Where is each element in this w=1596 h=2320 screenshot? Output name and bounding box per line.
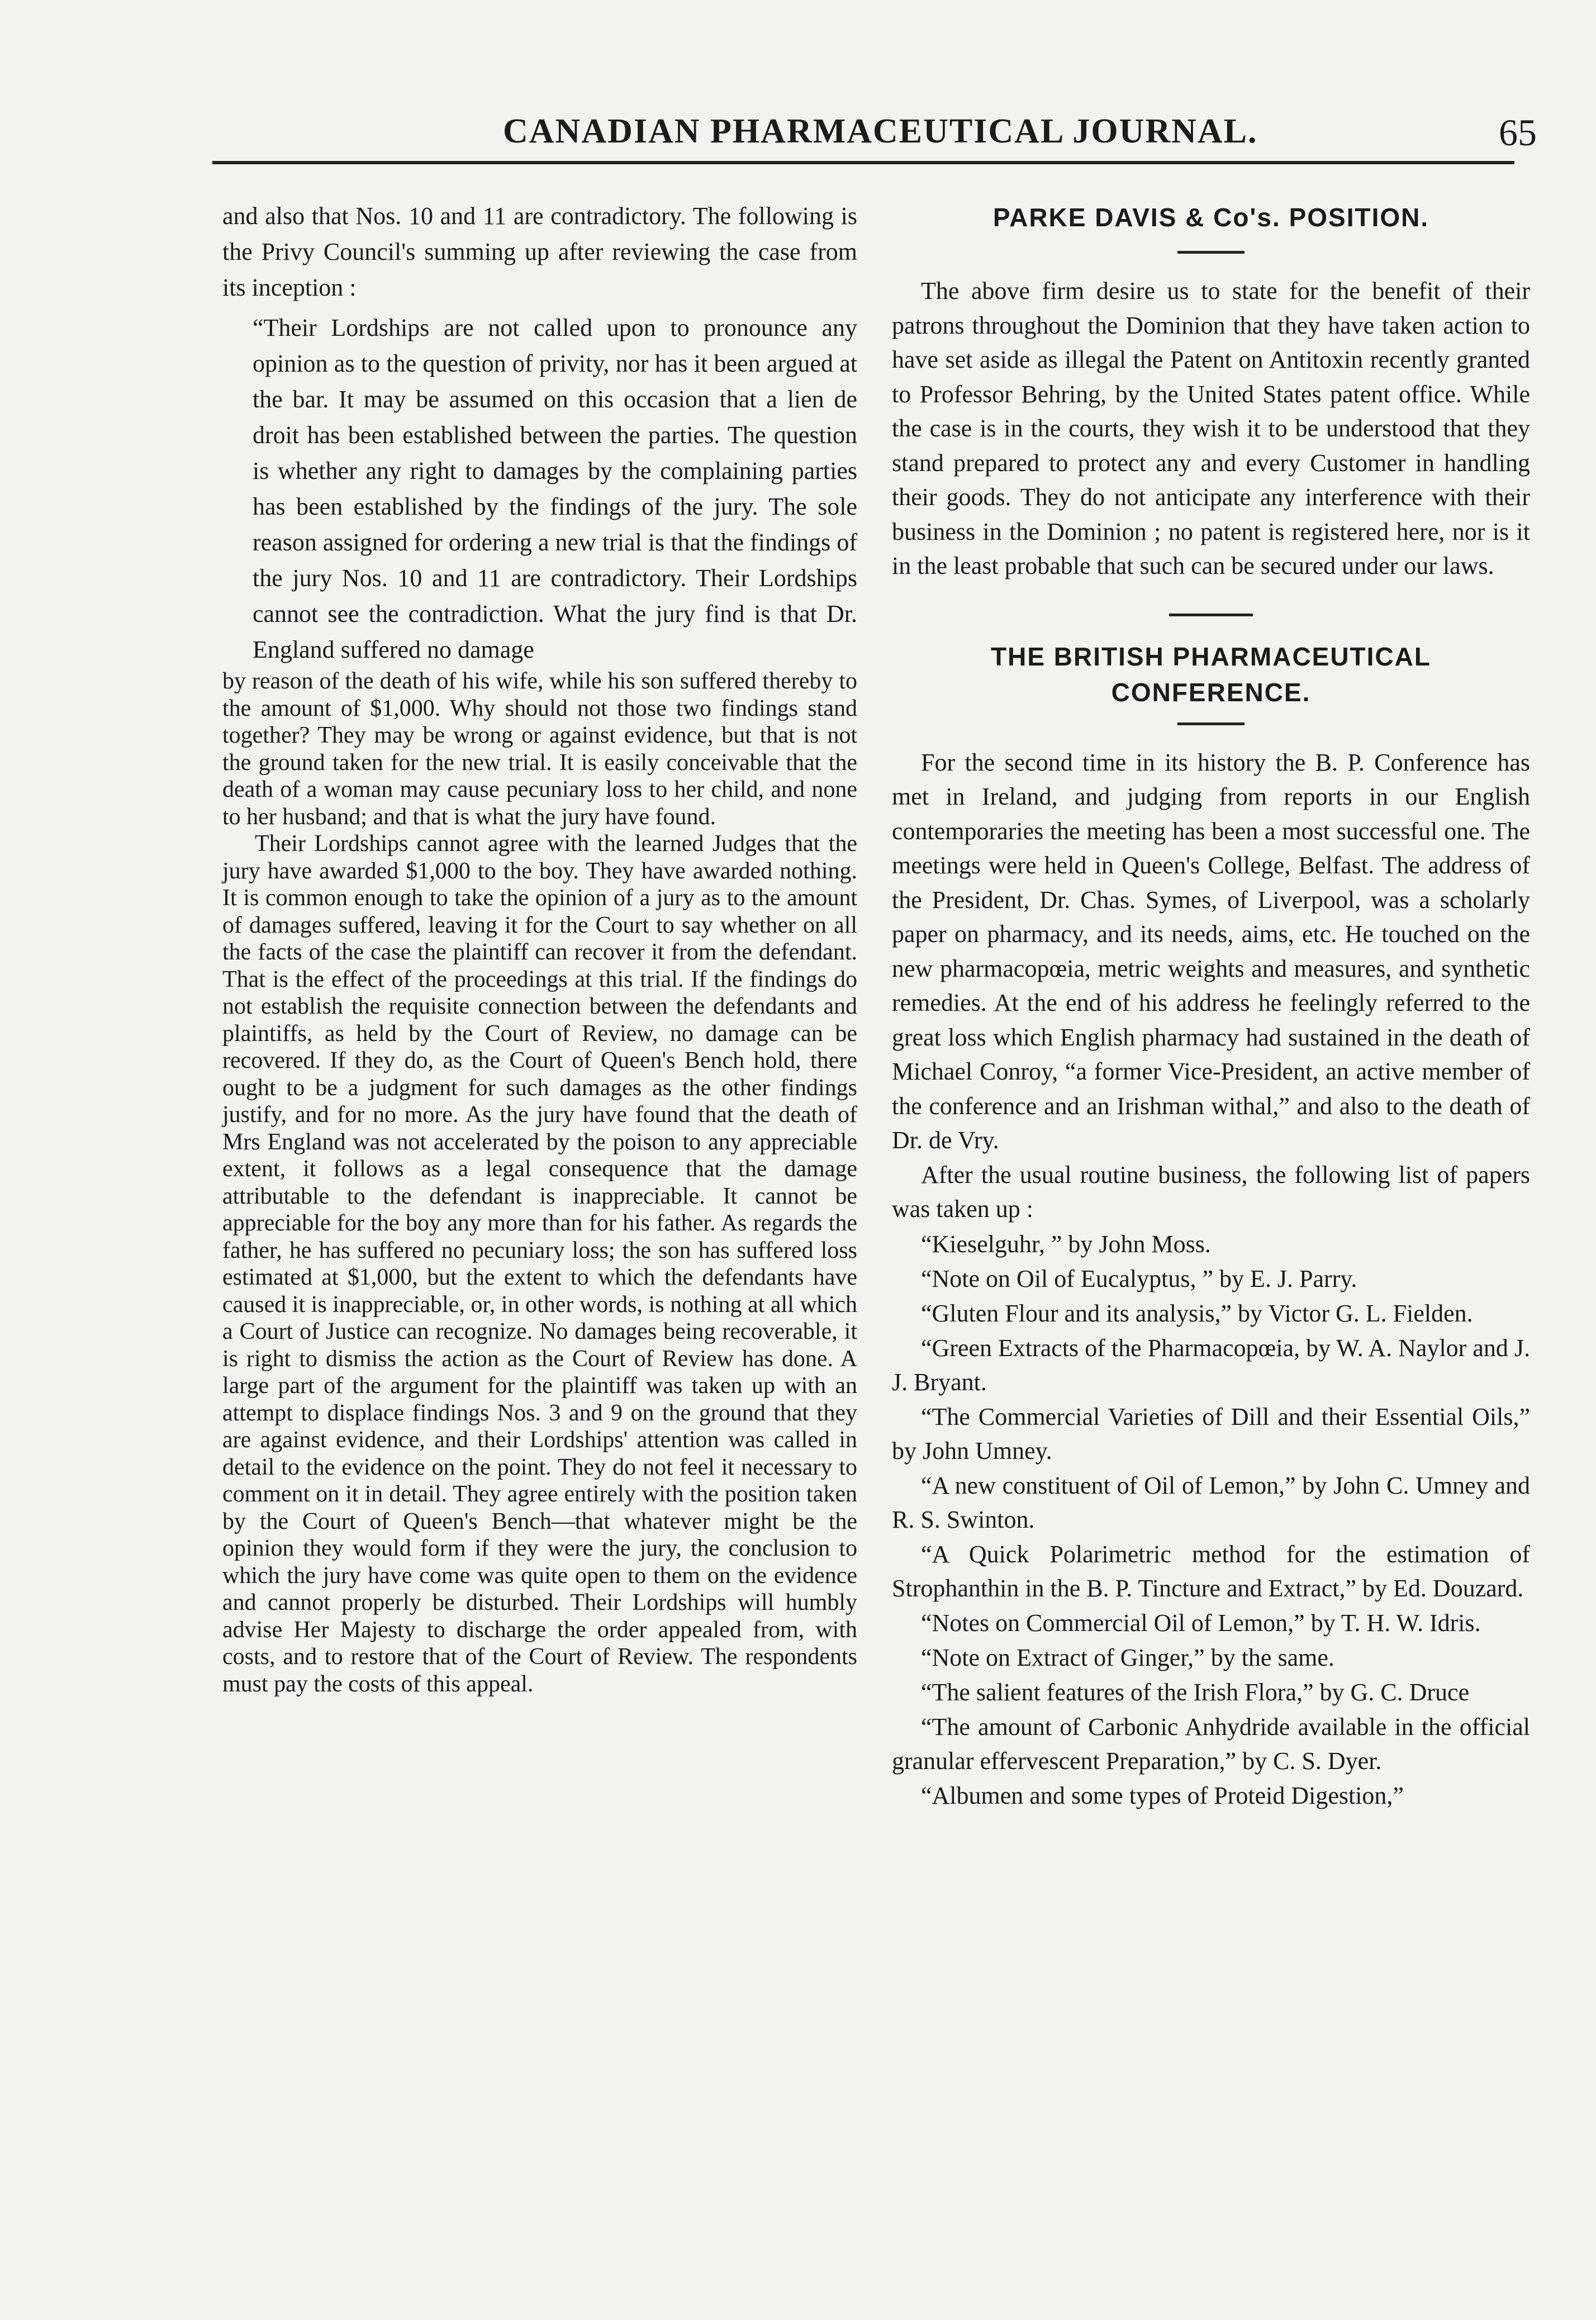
- paper-list-item: “Kieselguhr, ” by John Moss.: [921, 1230, 1211, 1258]
- paper-list-item: “Note on Extract of Ginger,” by the same.: [921, 1643, 1334, 1671]
- paper-list-item: “A new constituent of Oil of Lemon,” by John C. Umney and R. S. Swinton.: [892, 1471, 1530, 1533]
- page-header: [212, 89, 1554, 168]
- bpc-heading-line1: THE BRITISH PHARMACEUTICAL: [991, 641, 1431, 671]
- paper-list-item: “The amount of Carbonic Anhydride available in the official granular effervescent Preparation,” by C. S. Dyer.: [892, 1713, 1530, 1775]
- privy-council-quote-part1: “Their Lordships are not called upon to pronounce any opinion as to the question of privity, nor has it been argued at the bar. It may be assumed on this occasion that a lien de droit has been established between the parties. The question is whether any right to damages by the complaining parties has been established by the findings of the jury. The sole reason assigned for ordering a new trial is that the findings of the jury Nos. 10 and 11 are contradictory. Their Lordships cannot see the contradiction. What the jury find is that Dr. England suffered no damage: [253, 314, 857, 663]
- paper-list-item: “Notes on Commercial Oil of Lemon,” by T. H. W. Idris.: [921, 1609, 1481, 1637]
- page-number: 65: [1499, 111, 1537, 154]
- right-column: [892, 198, 1530, 1813]
- journal-title: CANADIAN PHARMACEUTICAL JOURNAL.: [503, 112, 1258, 150]
- paper-list-item: “Albumen and some types of Proteid Digestion,”: [921, 1781, 1404, 1809]
- privy-council-quote-part2: by reason of the death of his wife, while his son suffered thereby to the amount of $1,000. Why should not those two findings stand together? They may be wrong or against evidence, but that is not the ground taken for the new trial. It is easily conceivable that the death of a woman may cause pecuniary loss to her child, and none to her husband; and that is what the jury have found.: [222, 668, 857, 830]
- paper-list-item: “The salient features of the Irish Flora,” by G. C. Druce: [921, 1678, 1470, 1706]
- bpc-body-1: For the second time in its history the B. P. Conference has met in Ireland, and judging from reports in our English contemporaries the meeting has been a most successful one. The meetings were held in Queen's College, Belfast. The address of the President, Dr. Chas. Symes, of Liverpool, was a scholarly paper on pharmacy, and its needs, aims, etc. He touched on the new pharmacopœia, metric weights and measures, and synthetic remedies. At the end of his address he feelingly referred to the great loss which English pharmacy had sustained in the death of Michael Conroy, “a former Vice-President, an active member of the conference and an Irishman withal,” and also to the death of Dr. de Vry.: [892, 748, 1530, 1154]
- paper-list-item: “Green Extracts of the Pharmacopœia, by W. A. Naylor and J. J. Bryant.: [892, 1334, 1530, 1396]
- intro-paragraph: and also that Nos. 10 and 11 are contradictory. The following is the Privy Council's summing up after reviewing the case from its inception :: [222, 202, 857, 301]
- left-column: [222, 198, 857, 1698]
- section-divider: [1177, 251, 1244, 254]
- bpc-heading-line2: CONFERENCE.: [1111, 677, 1311, 707]
- privy-council-quote-part3: Their Lordships cannot agree with the learned Judges that the jury have awarded $1,000 to the boy. They have awarded nothing. It is common enough to take the opinion of a jury as to the amount of damages suffered, leaving it for the Court to say whether on all the facts of the case the plaintiff can recover it from the defendant. That is the effect of the proceedings at this trial. If the findings do not establish the requisite connection between the defendants and plaintiffs, as held by the Court of Review, no damage can be recovered. If they do, as the Court of Queen's Bench hold, there ought to be a judgment for such damages as the other findings justify, and for no more. As the jury have found that the death of Mrs England was not accelerated by the poison to any appreciable extent, it follows as a legal consequence that the damage attributable to the defendant is inappreciable. It cannot be appreciable for the boy any more than for his father. As regards the father, he has suffered no pecuniary loss; the son has suffered loss estimated at $1,000, but the extent to which the defendants have caused it is inappreciable, or, in other words, is nothing at all which a Court of Justice can recognize. No damages being recoverable, it is right to dismiss the action as the Court of Review has done. A large part of the argument for the plaintiff was taken up with an attempt to displace findings Nos. 3 and 9 on the ground that they are against evidence, and their Lordships' attention was called in detail to the evidence on the point. They do not feel it necessary to comment on it in detail. They agree entirely with the position taken by the Court of Queen's Bench—that whatever might be the opinion they would form if they were the jury, the conclusion to which the jury have come was quite open to them on the evidence and cannot properly be disturbed. Their Lordships will humbly advise Her Majesty to discharge the order appealed from, with costs, and to restore that of the Court of Review. The respondents must pay the costs of this appeal.: [222, 831, 857, 1697]
- paper-list-item: “The Commercial Varieties of Dill and their Essential Oils,” by John Umney.: [892, 1403, 1530, 1465]
- header-rule: [212, 161, 1514, 164]
- parke-davis-body: The above firm desire us to state for the benefit of their patrons throughout the Dominion that they have taken action to have set aside as illegal the Patent on Antitoxin recently granted to Professor Behring, by the United States patent office. While the case is in the courts, they wish it to be understood that they stand prepared to protect any and every Customer in handling their goods. They do not anticipate any interference with their business in the Dominion ; no patent is registered here, nor is it in the least probable that such can be secured under our laws.: [892, 277, 1530, 579]
- paper-list-item: “Note on Oil of Eucalyptus, ” by E. J. Parry.: [921, 1264, 1357, 1292]
- section-divider: [1177, 722, 1244, 725]
- parke-davis-heading: PARKE DAVIS & Co's. POSITION.: [992, 203, 1429, 232]
- paper-list-item: “Gluten Flour and its analysis,” by Victor G. L. Fielden.: [921, 1299, 1473, 1327]
- section-divider: [1169, 614, 1253, 616]
- paper-list-item: “A Quick Polarimetric method for the estimation of Strophanthin in the B. P. Tincture and Extract,” by Ed. Douzard.: [892, 1540, 1530, 1602]
- bpc-body-2: After the usual routine business, the following list of papers was taken up :: [892, 1161, 1530, 1223]
